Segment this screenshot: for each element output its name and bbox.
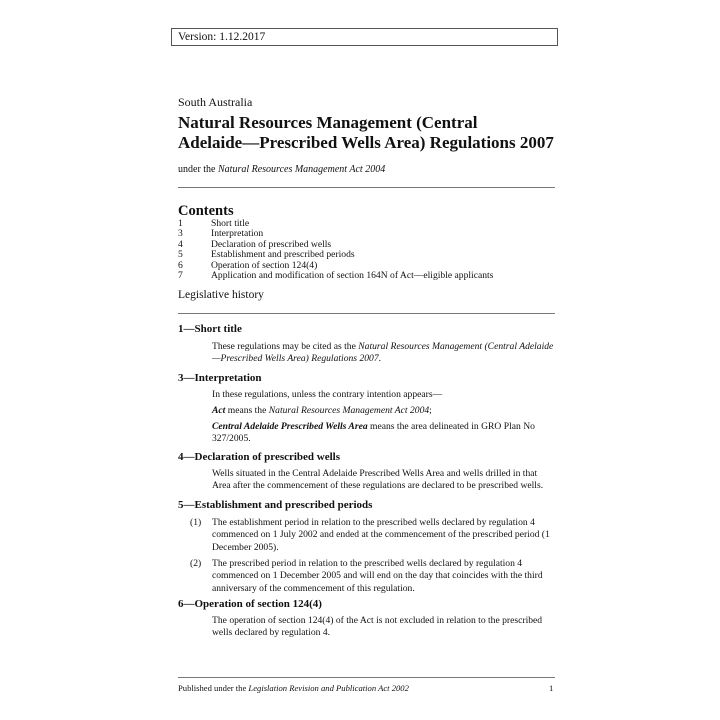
toc-number: 1 — [178, 218, 183, 229]
divider-top — [178, 187, 555, 188]
definition-act-term: Act — [212, 405, 226, 416]
definition-act-end: ; — [429, 405, 432, 416]
footer-publication — [178, 683, 409, 693]
legislative-history-link[interactable]: Legislative history — [178, 289, 264, 301]
toc-text: Establishment and prescribed periods — [211, 249, 355, 261]
toc-text: Short title — [211, 218, 250, 229]
footer-divider — [178, 677, 555, 678]
definition-act-name: Natural Resources Management Act 2004 — [268, 405, 430, 416]
regulation-title — [178, 113, 578, 153]
toc-number: 3 — [178, 228, 183, 240]
toc-text: Operation of section 124(4) — [211, 259, 318, 271]
section-3-heading: 3—Interpretation — [178, 372, 262, 384]
section-6-text: The operation of section 124(4) of the Act is not excluded in relation to the prescribed wells declared by regulation 4. — [212, 615, 543, 639]
toc-text: Interpretation — [211, 228, 264, 240]
page-number: 1 — [549, 683, 554, 693]
enabling-act-line — [178, 164, 385, 175]
section-5-heading: 5—Establishment and prescribed periods — [178, 499, 373, 511]
footer-act: Legislation Revision and Publication Act 2002 — [248, 683, 409, 693]
section-1-text — [212, 341, 557, 366]
toc-entry[interactable] — [178, 271, 558, 281]
table-of-contents — [178, 219, 558, 281]
toc-number: 6 — [178, 259, 183, 271]
toc-text: Declaration of prescribed wells — [211, 238, 332, 250]
version-label: Version: 1.12.2017 — [178, 31, 266, 43]
footer-prefix: Published under the — [178, 683, 249, 693]
section-1-citation: Natural Resources Management (Central Adelaide—Prescribed Wells Area) Regulations 2007 — [212, 341, 554, 365]
definition-act-mid: means the — [225, 405, 269, 416]
definition-wells-area — [212, 421, 557, 446]
enabling-act-prefix: under the — [178, 164, 218, 175]
version-box — [171, 28, 558, 46]
section-4-text: Wells situated in the Central Adelaide Prescribed Wells Area and wells drilled in that Area after the commencement of these regulations are declared to be prescribed wells. — [212, 468, 544, 492]
section-1-suffix: . — [378, 353, 382, 365]
subregulation-1-number: (1) — [190, 517, 202, 528]
definition-wells-area-text: means the area delineated in GRO Plan No 327/2005. — [212, 421, 535, 445]
title-line-1: Natural Resources Management (Central — [178, 113, 478, 132]
toc-number: 4 — [178, 238, 183, 250]
title-line-2: Adelaide—Prescribed Wells Area) Regulations 2007 — [178, 133, 554, 152]
section-4-heading: 4—Declaration of prescribed wells — [178, 451, 341, 463]
subregulation-1-text: The establishment period in relation to the prescribed wells declared by regulation 4 commenced on 1 July 2002 and ended at the commencement of the prescribed period (1 December 2005). — [212, 517, 550, 553]
jurisdiction: South Australia — [178, 95, 253, 109]
section-3-intro: In these regulations, unless the contrary intention appears— — [212, 389, 443, 400]
toc-number: 5 — [178, 249, 183, 261]
section-6-heading: 6—Operation of section 124(4) — [178, 598, 322, 610]
definition-wells-area-term: Central Adelaide Prescribed Wells Area — [212, 421, 368, 432]
definition-act — [212, 405, 557, 417]
section-1-heading: 1—Short title — [178, 323, 242, 335]
enabling-act-name: Natural Resources Management Act 2004 — [218, 164, 386, 175]
subregulation-2-text: The prescribed period in relation to the prescribed wells declared by regulation 4 commenced on 1 December 2005 and will end on the day that coincides with the third anniversary of the commencement of this regulation. — [212, 558, 543, 594]
contents-heading: Contents — [178, 203, 234, 219]
section-1-prefix: These regulations may be cited as the — [212, 341, 359, 352]
divider-contents — [178, 313, 555, 314]
toc-number: 7 — [178, 270, 183, 282]
toc-text: Application and modification of section 164N of Act—eligible applicants — [211, 270, 494, 282]
subregulation-2-number: (2) — [190, 558, 202, 569]
